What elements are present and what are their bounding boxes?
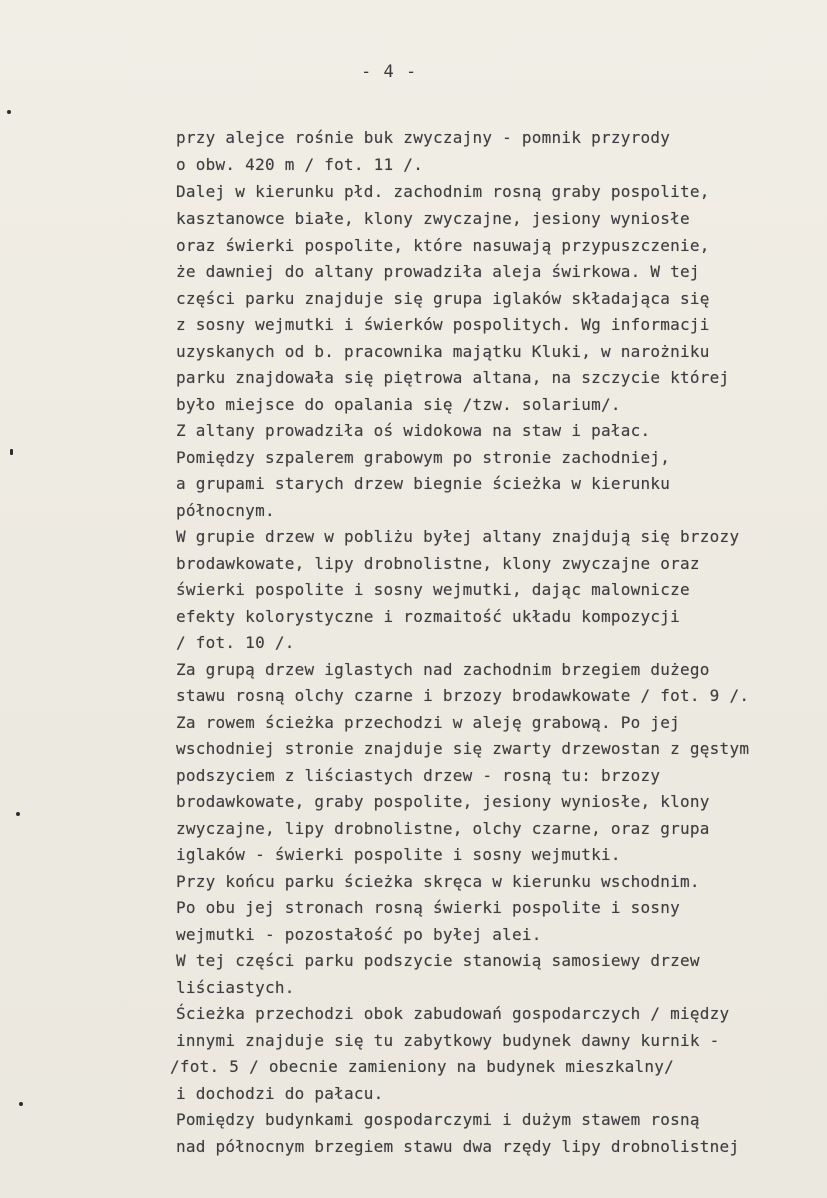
text-line: / fot. 10 /. — [176, 633, 295, 652]
text-line: Ścieżka przechodzi obok zabudowań gospodarczych / między — [176, 1004, 730, 1023]
text-line: kasztanowce białe, klony zwyczajne, jesiony wyniosłe — [176, 209, 690, 228]
text-line: było miejsce do opalania się /tzw. solarium/. — [176, 395, 621, 414]
text-line: zwyczajne, lipy drobnolistne, olchy czarne, oraz grupa — [176, 819, 710, 838]
punch-hole-mark — [16, 812, 20, 816]
text-line: północnym. — [176, 501, 275, 520]
text-line: parku znajdowała się piętrowa altana, na szczycie której — [176, 368, 730, 387]
text-line: oraz świerki pospolite, które nasuwają przypuszczenie, — [176, 236, 710, 255]
text-line: brodawkowate, graby pospolite, jesiony wyniosłe, klony — [176, 792, 710, 811]
text-line: /fot. 5 / obecnie zamieniony na budynek mieszkalny/ — [170, 1057, 675, 1076]
text-line: przy alejce rośnie buk zwyczajny - pomnik przyrody — [176, 128, 671, 147]
text-line: W grupie drzew w pobliżu byłej altany znajdują się brzozy — [176, 527, 740, 546]
text-line: iglaków - świerki pospolite i sosny wejmutki. — [176, 845, 621, 864]
text-line: wejmutki - pozostałość po byłej alei. — [176, 925, 542, 944]
text-line: o obw. 420 m / fot. 11 /. — [176, 155, 424, 174]
text-line: uzyskanych od b. pracownika majątku Kluki, w narożniku — [176, 342, 710, 361]
punch-hole-mark — [7, 110, 11, 114]
text-line: W tej części parku podszycie stanowią samosiewy drzew — [176, 951, 700, 970]
text-line: Przy końcu parku ścieżka skręca w kierunku wschodnim. — [176, 872, 700, 891]
punch-hole-mark — [10, 449, 13, 455]
text-line: Pomiędzy budynkami gospodarczymi i dużym stawem rosną — [176, 1110, 700, 1129]
text-line: innymi znajduje się tu zabytkowy budynek dawny kurnik - — [176, 1031, 720, 1050]
text-line: Dalej w kierunku płd. zachodnim rosną graby pospolite, — [176, 182, 710, 201]
text-line: nad północnym brzegiem stawu dwa rzędy lipy drobnolistnej — [176, 1137, 740, 1156]
text-line: świerki pospolite i sosny wejmutki, dając malownicze — [176, 580, 690, 599]
text-line: Z altany prowadziła oś widokowa na staw i pałac. — [176, 421, 651, 440]
text-line: że dawniej do altany prowadziła aleja świrkowa. W tej — [176, 262, 700, 281]
text-line: Za grupą drzew iglastych nad zachodnim brzegiem dużego — [176, 660, 710, 679]
punch-hole-mark — [19, 1102, 23, 1106]
text-line: liściastych. — [176, 978, 295, 997]
text-line: części parku znajduje się grupa iglaków składająca się — [176, 289, 710, 308]
text-line: brodawkowate, lipy drobnolistne, klony zwyczajne oraz — [176, 554, 700, 573]
text-line: wschodniej stronie znajduje się zwarty drzewostan z gęstym — [176, 739, 750, 758]
text-line: podszyciem z liściastych drzew - rosną tu: brzozy — [176, 766, 661, 785]
page-number: - 4 - — [361, 62, 418, 82]
text-line: Po obu jej stronach rosną świerki pospolite i sosny — [176, 898, 681, 917]
text-line: a grupami starych drzew biegnie ścieżka w kierunku — [176, 474, 671, 493]
text-line: Pomiędzy szpalerem grabowym po stronie zachodniej, — [176, 448, 671, 467]
text-line: efekty kolorystyczne i rozmaitość układu kompozycji — [176, 607, 681, 626]
text-line: i dochodzi do pałacu. — [176, 1084, 384, 1103]
text-line: Za rowem ścieżka przechodzi w aleję grabową. Po jej — [176, 713, 681, 732]
text-line: z sosny wejmutki i świerków pospolitych. Wg informacji — [176, 315, 710, 334]
text-line: stawu rosną olchy czarne i brzozy brodawkowate / fot. 9 /. — [176, 686, 750, 705]
